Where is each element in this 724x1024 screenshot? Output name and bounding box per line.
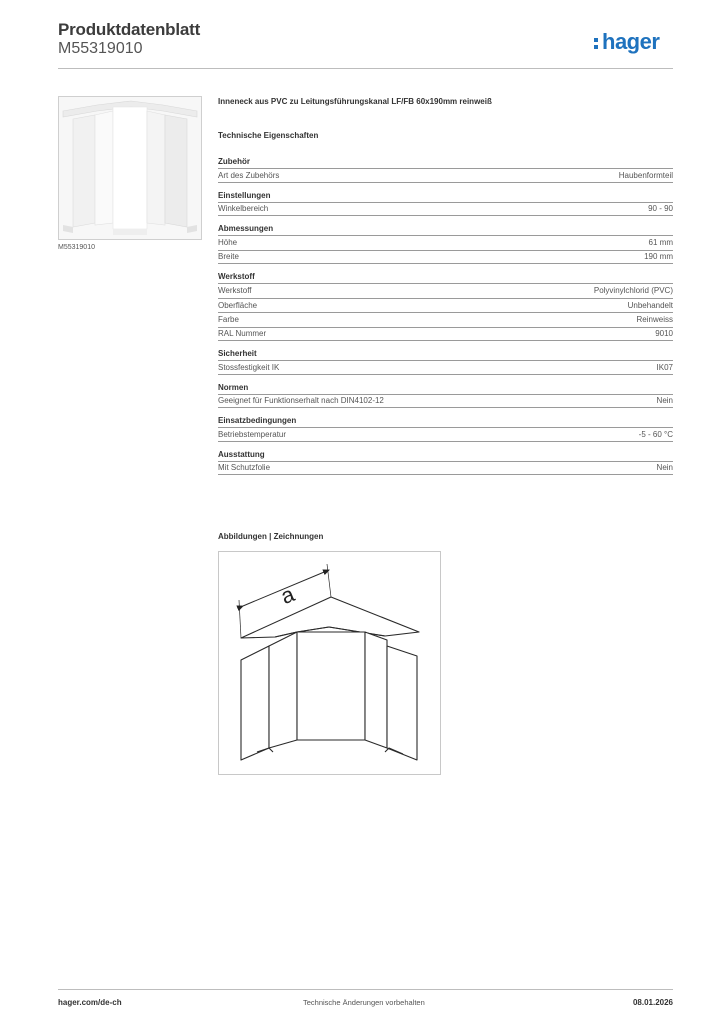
- article-number: M55319010: [58, 40, 143, 57]
- spec-rows: [218, 360, 673, 375]
- spec-label: Oberfläche: [218, 300, 258, 310]
- spec-rows: [218, 168, 673, 183]
- spec-label: Geeignet für Funktionserhalt nach DIN4102-12: [218, 396, 384, 406]
- spec-label: RAL Nummer: [218, 329, 267, 339]
- spec-group: [218, 348, 673, 375]
- spec-group-title: Zubehör: [218, 157, 250, 166]
- spec-row: [218, 461, 673, 476]
- specs-table: [218, 156, 673, 475]
- spec-group: [218, 449, 673, 476]
- spec-group-title: Abmessungen: [218, 224, 274, 233]
- spec-row: [218, 250, 673, 265]
- spec-value: 90 - 90: [648, 204, 673, 214]
- spec-value: -5 - 60 °C: [638, 429, 673, 439]
- spec-rows: [218, 427, 673, 442]
- footer-notice: Technische Änderungen vorbehalten: [303, 998, 425, 1007]
- spec-rows: [218, 461, 673, 476]
- spec-group-title: Werkstoff: [218, 272, 255, 281]
- spec-group: [218, 415, 673, 442]
- spec-label: Art des Zubehörs: [218, 170, 280, 180]
- product-photo-illustration: [59, 97, 201, 239]
- spec-group: [218, 156, 673, 183]
- spec-row: [218, 298, 673, 313]
- spec-value: 190 mm: [644, 252, 673, 262]
- spec-value: Nein: [656, 396, 673, 406]
- footer-website[interactable]: hager.com/de-ch: [58, 998, 122, 1007]
- footer-date: 08.01.2026: [632, 998, 673, 1007]
- footer-divider: [58, 989, 673, 990]
- spec-row: [218, 202, 673, 217]
- spec-value: Haubenformteil: [618, 170, 673, 180]
- spec-row: [218, 327, 673, 342]
- spec-group-title: Einsatzbedingungen: [218, 416, 297, 425]
- page-title: Produktdatenblatt: [58, 20, 201, 39]
- technical-properties-heading: Technische Eigenschaften: [218, 131, 319, 140]
- spec-value: Unbehandelt: [627, 300, 673, 310]
- spec-value: Nein: [656, 463, 673, 473]
- spec-row: [218, 312, 673, 327]
- spec-value: 61 mm: [648, 238, 673, 248]
- spec-label: Stossfestigkeit IK: [218, 362, 280, 372]
- product-title: Inneneck aus PVC zu Leitungsführungskanal LF/FB 60x190mm reinweiß: [218, 97, 492, 106]
- spec-rows: [218, 394, 673, 409]
- corner-drawing: [219, 552, 440, 774]
- spec-value: Polyvinylchlorid (PVC): [593, 286, 673, 296]
- drawings-heading: Abbildungen | Zeichnungen: [218, 532, 324, 541]
- spec-group-title: Ausstattung: [218, 449, 265, 459]
- logo-colon-icon: [594, 33, 600, 51]
- spec-label: Höhe: [218, 238, 238, 248]
- spec-group: [218, 271, 673, 341]
- spec-value: 9010: [655, 329, 673, 339]
- spec-rows: [218, 283, 673, 341]
- spec-row: [218, 235, 673, 250]
- hager-logo: [594, 28, 659, 56]
- header-divider: [58, 68, 673, 69]
- spec-row: [218, 360, 673, 375]
- spec-group-title: Einstellungen: [218, 190, 271, 200]
- spec-row: [218, 168, 673, 183]
- spec-rows: [218, 202, 673, 217]
- spec-row: [218, 394, 673, 409]
- spec-group: [218, 190, 673, 217]
- spec-label: Betriebstemperatur: [218, 429, 287, 439]
- spec-group: [218, 382, 673, 409]
- photo-caption: M55319010: [58, 244, 95, 251]
- spec-group: [218, 223, 673, 264]
- technical-drawing: [218, 551, 441, 775]
- logo-text: hager: [602, 29, 660, 54]
- spec-group-title: Normen: [218, 382, 249, 392]
- dimension-label: a: [277, 581, 298, 610]
- spec-label: Werkstoff: [218, 286, 252, 296]
- spec-label: Winkelbereich: [218, 204, 269, 214]
- spec-group-title: Sicherheit: [218, 349, 257, 358]
- product-photo: [58, 96, 202, 240]
- spec-row: [218, 427, 673, 442]
- spec-row: [218, 283, 673, 298]
- spec-rows: [218, 235, 673, 264]
- spec-label: Mit Schutzfolie: [218, 463, 271, 473]
- spec-value: IK07: [656, 362, 673, 372]
- spec-label: Farbe: [218, 315, 239, 325]
- spec-label: Breite: [218, 252, 239, 262]
- spec-value: Reinweiss: [636, 315, 673, 325]
